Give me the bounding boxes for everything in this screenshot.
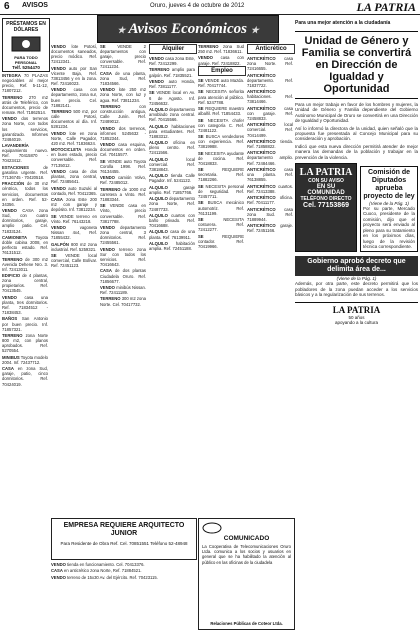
empresa-ad	[51, 518, 197, 560]
classified-ad: MOTOCICLETA Honda en buen estado, precio conversable. Ref. 77135012.	[51, 147, 97, 168]
classified-ad: ANTICRÉTICO garaje. Ref. 72451166.	[247, 223, 293, 234]
classified-ad: CASA en anticrético zona Norte, Ref. 71884521.	[51, 568, 142, 574]
classified-ad: TERRENO de 1000 m2 carretera a Vinto. Ref. 71883344.	[100, 186, 146, 202]
classified-ad: VENDO dos terrenos, informes 5245632 - 71852344.	[100, 125, 146, 141]
classified-ad: ANTICRÉTICO oficina. Ref. 70411177.	[247, 195, 293, 206]
promo-phone: Cel. 77153869	[303, 202, 349, 210]
empresa-ad-title: EMPRESA REQUIERE ARQUITECTO JUNIOR	[63, 522, 185, 537]
classified-ad: CASA en zona Sud, garaje, patio, cinco dormitorios. Ref. 70424019.	[2, 366, 48, 387]
loan-ad-sub: PARA TODO PERSONAL	[14, 55, 38, 65]
classified-ad: SE VENDE auto Mazda. Ref. 70417744.	[198, 78, 244, 89]
classified-ad: CAMIONETA Toyota doble cabina 2008, en perfecto estado. Ref. 76131512.	[2, 234, 48, 256]
classified-ad: SE VENDE local comercial, Calle Bolívar. Ref. 72451123.	[51, 253, 97, 269]
news-subtitle: Para una mejor atención a la ciudadanía	[295, 20, 391, 26]
classified-ad: VENDO camión Volvo, Ref. 72485012.	[100, 175, 146, 186]
classified-ad: VENDO casa con garaje. Ref. 72418822.	[198, 55, 244, 66]
classified-ad: CASA zona Este 200 m2 con garaje y depósito. Inf. 73812234.	[51, 197, 97, 213]
classified-ad: VENDO dos terrenos zona Norte, con todos los servicios, garantizado. Informes 72484019.	[2, 116, 48, 142]
column-1	[2, 73, 48, 628]
news-column	[295, 16, 418, 628]
classified-ad: VENDO auto Suzuki al contado, Ref. 70412365.	[51, 185, 97, 196]
section-label-alquiler: Alquiler	[149, 44, 197, 54]
classified-ad: ALQUILO garaje amplio. Ref. 71857766.	[149, 184, 195, 195]
comision-box	[360, 166, 418, 252]
classified-ad: VENDO departamento zona central, 3 dormitorios. Ref. 72455561.	[100, 225, 146, 246]
classified-ad: ALQUILO local comercial. Ref. 73818843.	[149, 156, 195, 172]
column-5-b	[198, 78, 244, 514]
classified-ad: VENDO casa esquina, documentos en orden. Cel. 70415577.	[100, 142, 146, 158]
classified-ad: BAÑOS San Antonio por buen precio. Inf. 71857321.	[2, 316, 48, 332]
classified-ad: SE NECESITA personal de seguridad. Ref. 72457711.	[198, 183, 244, 200]
classified-ad: VENDO tienda en funcionamiento. Cel. 70413376.	[51, 562, 145, 567]
loan-ad-phone: Telf. 5254470	[12, 65, 40, 70]
comunicado-box	[198, 518, 295, 630]
classified-ad: SE REQUIERE maestro albañil. Ref. 71854433.	[198, 106, 244, 117]
classified-ad: SE VENDE terreno en Vinto. Ref. 76143218.	[51, 213, 97, 224]
news-paragraph: Indicó que esta nueva dirección permitirá atender de mejor manera las demandas de la población y trabajar en la prevención de la violencia.	[295, 143, 418, 160]
section-label-anticretico: Anticrético	[247, 44, 295, 54]
classified-ad: LAVANDERÍA equipamiento nuevo. Ref. 70415870 - 70423412.	[2, 143, 48, 164]
classified-ad: SE VENDE auto Toyota Corolla 1998. Ref. 76134455.	[100, 158, 146, 174]
coteor-logo-icon	[202, 522, 222, 534]
classified-ad: VENDO lote en zona Norte, Calle Pagador, 420 m2. Ref. 71836624.	[51, 130, 97, 146]
column-5	[198, 44, 244, 66]
classified-ad: TERRENO zona Norte 800 m2, con planos aprobados. Ref. 5270554.	[2, 333, 48, 354]
comunicado-body: La Cooperativa de Telecomunicaciones Oruro Ltda. comunica a los socios y usuarios en general que se ha habilitado la atención al público en las oficinas de la ciudadela	[202, 544, 291, 565]
money-icon	[11, 35, 41, 53]
classified-ad: SE BUSCA vendedores con experiencia. Ref. 73819988.	[198, 134, 244, 150]
classified-ad: SE NECESITA señorita para atención al público. Ref. 5247788.	[198, 89, 244, 105]
news-headline: Unidad de Género y Familia se convertirá en Dirección de Igualdad y Oportunidad	[301, 35, 412, 95]
classified-ad: VENDO casa zona Este, Ref. 72412299.	[149, 56, 195, 67]
classified-ad: ANTICRÉTICO casa zona Norte. Ref. 72416655.	[247, 56, 293, 72]
classified-ad: VENDO terreno zona Sur con todos los servicios. Ref. 70416643.	[100, 246, 146, 268]
classified-ad: VENDO vagoneta Nissan 4x4, Ref. 71855432.	[51, 225, 97, 241]
comision-body: Por su parte, Mercado Cuoco, presidente de la comisión, dijo que el proyecto será enviado al pleno para su tratamiento en los próximos días, luego de la revisión técnica correspondiente.	[363, 206, 415, 249]
page-number: 6	[4, 1, 10, 12]
classified-ad: INTEGRA 70 PLAZAS negociables al mejor precio, Ref. 5-11-12, 71807212.	[2, 73, 48, 94]
classified-ad: TERRENO 270 m2 atrás de Teleférico, con documentos, precio de remate. Ref. 71862514.	[2, 94, 48, 115]
banner-title: Avisos Económicos	[128, 21, 247, 37]
classified-ad: ALQUILO oficina en pleno centro. Ref. 72411566.	[149, 140, 195, 156]
loan-ad-title: PRÉSTAMOS EN DÓLARES	[6, 21, 46, 33]
classified-ad: TERRENO zona Sud 250 m2. Ref. 71836611.	[198, 44, 244, 55]
column-6	[247, 56, 293, 514]
classified-ad: ESTACIONES de gasolina urgente. Ref. 77136745 - 70420518.	[2, 164, 48, 180]
dateline: Oruro, jueves 4 de octubre de 2012	[150, 3, 245, 9]
classified-ad: SE REQUIERE contador. Ref. 70419966.	[198, 233, 244, 249]
classified-ad: ALQUILO cuartos con baño privado. Ref. 70416688.	[149, 212, 195, 229]
classified-ad: TERRENO de 300 m2 Avenida Dehene Nro. 3. Inf. 72413011.	[2, 256, 48, 272]
news-paragraph: Para un mejor trabajo en favor de los hombres y mujeres, la Unidad de Género y Familia dependiente del Gobierno Autónomo Municipal de Oruro se convertirá en una Dirección de Igualdad y Oportunidad.	[295, 102, 418, 124]
column-3	[100, 44, 146, 514]
comision-sub: (Viene de la Pág. 1)	[369, 201, 409, 207]
top-bar	[0, 0, 420, 15]
promo-line4: TELÉFONO DIRECTO	[300, 196, 352, 203]
classified-ad: ALQUILO habitación amplia. Ref. 72451188.	[149, 240, 195, 252]
classified-ad: ALQUILO tienda Calle Pagador. Inf. 5241122.	[149, 173, 195, 184]
classified-ad: SE NECESITA ayudante de cocina. Ref. 70418833.	[198, 150, 244, 166]
classified-ad: ALQUILO habitaciones para estudiantes. Ref. 71883312.	[149, 123, 195, 139]
classified-ad: ANTICRÉTICO casa zona Sud. Ref. 71889944.	[247, 206, 293, 222]
classified-ad: GALPÓN 800 m2 zona industrial. Ref. 5259321.	[51, 241, 97, 252]
comunicado-footer: Relaciones Públicas de Coteor Ltda.	[210, 621, 283, 626]
news-body	[295, 102, 418, 160]
divider	[295, 98, 418, 99]
classified-ad: ALQUILO departamento amoblado zona central. Ref. 70415566.	[149, 107, 195, 123]
classified-ad: ANTICRÉTICO tienda. Ref. 71858822.	[247, 138, 293, 149]
classified-ad: ALQUILO departamento zona Norte, Ref. 72487733.	[149, 196, 195, 212]
classified-ad: ANTICRÉTICO cuartos. Ref. 72413388.	[247, 183, 293, 194]
classified-ad: VENDO casa con departamento, zona sur, buen precio. Cel. 71882141.	[51, 87, 97, 108]
classified-ad: SE VENDE 2 departamentos con garaje, precio conversable. Ref. 72411234.	[100, 44, 146, 70]
gobierno-body: Además, por otra parte, este decreto permitirá que los pobladores de la zona puedan acceder a los servicios básicos y a la regularización de sus terrenos.	[295, 281, 418, 298]
section-label-empleo: Empleo	[198, 66, 246, 76]
comision-title: Comisión de Diputados aprueba proyecto de ley	[363, 169, 415, 201]
classified-ad: SE VENDE casa en Vinto, precio conversable. Ref. 73817788.	[100, 203, 146, 224]
column-2	[51, 44, 97, 514]
classified-ad: TERRENO amplio para galpón. Ref. 71835521.	[149, 67, 195, 78]
classified-ad: SE NECESITA chofer con categoría C. Ref. 72481122.	[198, 117, 244, 133]
classifieds-banner	[97, 15, 279, 43]
classified-ad: VENDO auto Honda, Ref. 73811177.	[149, 78, 195, 90]
promo-line3: EN SU COMUNIDAD	[307, 184, 345, 197]
classified-ad: SE REQUIERE secretaria. Ref. 71882266.	[198, 167, 244, 183]
comunicado-title: COMUNICADO	[223, 535, 270, 542]
empresa-ad-body: Para Residente de Obra Ref. Cel. 70851551 Teléfono 52-48948	[60, 541, 188, 546]
classified-ad: VENDO CASA zona Sud, con cuatro dormitorios, garaje, amplio patio. Cel. 71833124.	[2, 208, 48, 234]
classified-ad: SE VENDE local en Av. 6 de Agosto. Inf. 72456632.	[149, 90, 195, 106]
classified-ad: VENDO lote 250 m2 zona Norte, con luz y agua. Ref. 73811234.	[100, 87, 146, 103]
newspaper-logo: LA PATRIA	[356, 0, 416, 14]
classified-ad: FRACCIÓN de 30 m2 céntrica, todos los servicios, documentos en orden. Ref. 52-34356.	[2, 181, 48, 207]
classified-ad: EDIFICIO de 4 plantas, zona central, propietarios. Ref. 70413545.	[2, 273, 48, 294]
star-icon: ★	[250, 25, 259, 35]
classified-ad: ANTICRÉTICO departamento amplio. Ref. 72484466.	[247, 150, 293, 166]
classified-ad: VENDO minibús Nissan. Ref. 72411189.	[100, 284, 146, 296]
classified-ad: ANTICRÉTICO habitaciones. Ref. 73814466.	[247, 89, 293, 105]
divider	[295, 31, 418, 32]
classified-ad: ANTICRÉTICO casa una planta. Ref. 76138855.	[247, 166, 293, 183]
classified-ad: SE NECESITA costurera. Ref. 72412277.	[198, 217, 244, 233]
classified-ad: VENDO terreno de 15x30 Av. del Ejército. Ref. 70423115.	[51, 574, 158, 580]
promo-line2: CON SU AVISO	[308, 178, 344, 185]
classified-ad: MINIBUS Toyota modelo 2004. Inf. 72437712.	[2, 354, 49, 365]
promo-line1: LA PATRIA	[299, 167, 353, 179]
classified-ad: VENDO casa una planta, tres dormitorios. Ref. 71834512 - 71838453.	[2, 294, 48, 316]
classified-ad: CASA de dos plantas Ciudadela Oruro. Ref. 71856677.	[100, 268, 146, 284]
column-4	[149, 56, 195, 514]
section-label: AVISOS	[22, 2, 48, 9]
classified-ad: ANTICRÉTICO local comercial. Ref. 70414499.	[247, 122, 293, 138]
footer-logo: LA PATRIA	[332, 304, 381, 315]
classified-ad: TERRENO 300 m2 zona Norte. Cel. 70417732.	[100, 296, 146, 307]
loan-ad	[2, 18, 50, 72]
classified-ad: VENDO auto por San Vicente Baja, Ref. 73813456 y en la zona. Ref. 72416023.	[51, 65, 97, 86]
footer-line2: apoyando a la cultura	[334, 319, 379, 325]
classified-ad: CASA de una planta, zona Sud, Ref. 71834566.	[100, 70, 146, 86]
classified-ad: TERRENO 500 m2, por calle Potosí, documentos al día. Inf. 5281234.	[51, 109, 97, 130]
star-icon: ★	[117, 25, 126, 35]
classified-ad: ANTICRÉTICO departamento. Ref. 71837722.	[247, 72, 293, 88]
classified-ad: TERRENO con construcción antigua, Calle Junín. Ref. 72489012.	[100, 103, 146, 125]
classified-ad: ALQUILO casa de una planta. Ref. 76139911.	[149, 229, 195, 240]
gobierno-sub: (Viene de la Pág. 1)	[336, 276, 377, 282]
gobierno-title: Gobierno aprobó decreto que delimita área de...	[295, 256, 418, 276]
promo-box	[295, 163, 357, 252]
classified-ad: VENDO lote Potosí, documentos saneados, precio módico. Ref. 72412341.	[51, 44, 97, 65]
footer-line: 50 años	[348, 314, 365, 320]
classified-ad: SE BUSCA mecánico automotriz. Ref. 76131199.	[198, 200, 244, 216]
column-2-bottom	[51, 562, 195, 628]
classified-ad: ANTICRÉTICO casa con garaje. Ref. 72458833.	[247, 105, 293, 121]
classified-ad: VENDO casa de dos plantas, zona central, Ref. 72485641.	[51, 168, 97, 185]
news-paragraph: Así lo informó la directora de la unidad, quien señaló que la propuesta fue presentada al Concejo Municipal para su consideración y aprobación.	[295, 125, 418, 142]
